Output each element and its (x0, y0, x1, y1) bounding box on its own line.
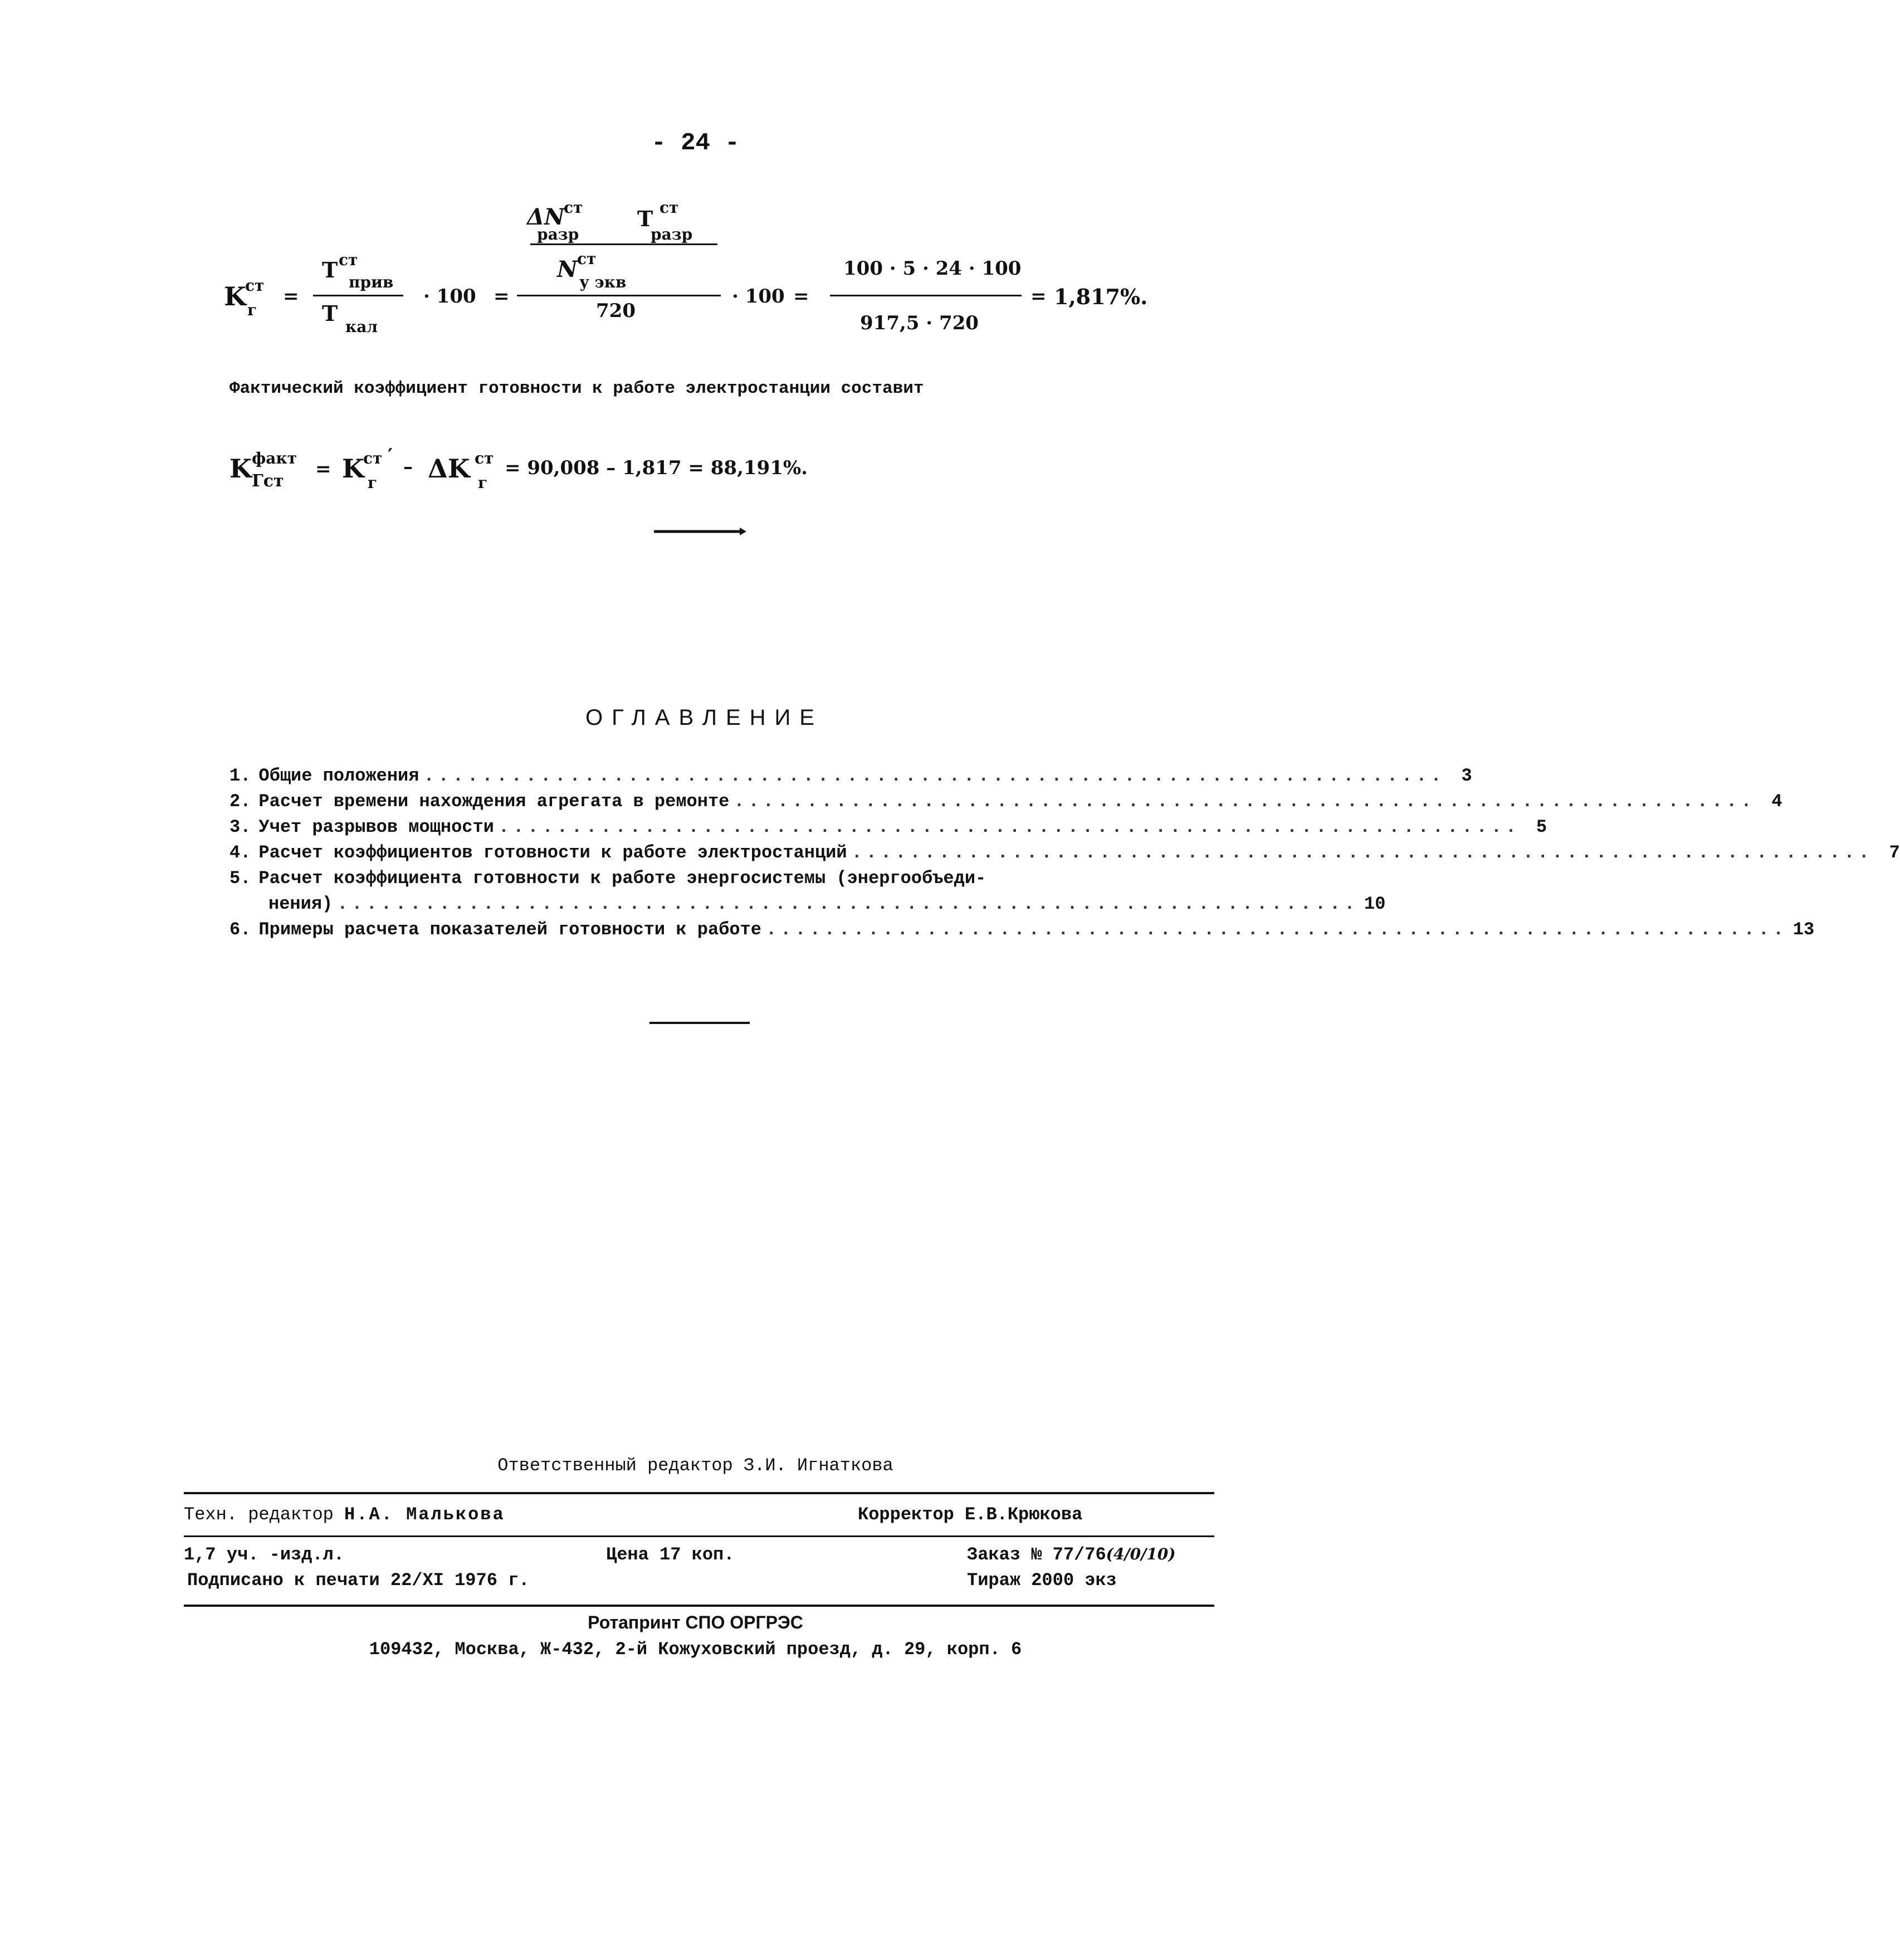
toc-leader-dots: ...................................................................... (765, 919, 1788, 940)
toc-leader-dots: ...................................................................... (851, 842, 1873, 863)
toc-item-number: 3. (229, 817, 251, 837)
printer-address: 109432, Москва, Ж-432, 2-й Кожуховский проезд, д. 29, корп. 6 (369, 1639, 1022, 1660)
f2-minus: – (403, 456, 413, 478)
publishing-volume: 1,7 уч. -изд.л. (184, 1544, 345, 1565)
toc-item-number: 6. (229, 919, 251, 940)
f2-term2-sub: г (478, 474, 488, 492)
f2-term1-sub: г (368, 474, 378, 492)
toc-item-label: Расчет коэффициента готовности к работе энергосистемы (энергообъеди- (258, 868, 986, 889)
inner-num-1-sub: разр (537, 225, 579, 243)
formula-mult-1: · 100 (423, 285, 476, 308)
sentence-actual-coefficient: Фактический коэффициент готовности к работе электростанции составит (229, 379, 924, 398)
toc-item (229, 842, 1900, 867)
formula-lhs-sub: г (247, 301, 257, 319)
toc-item (229, 791, 1782, 816)
f2-rest: = 90,008 – 1,817 = 88,191%. (505, 457, 808, 479)
toc-item-label: Общие положения (258, 766, 419, 786)
toc-item-label: Расчет коэффициентов готовности к работе электростанций (258, 842, 847, 863)
formula-lhs-symbol: K (224, 281, 246, 311)
f2-lhs-symbol: K (229, 454, 252, 484)
price: Цена 17 коп. (606, 1544, 735, 1565)
f2-term1-symbol: K (342, 454, 364, 484)
toc-item-number: 2. (229, 791, 251, 812)
tech-editor-name: Н.А. Малькова (344, 1504, 505, 1525)
f2-lhs-sub: Гст (252, 471, 284, 491)
toc-item (229, 919, 1815, 944)
formula-lhs-sup: ст (245, 276, 265, 295)
inner-den-symbol: N (557, 256, 578, 282)
toc-leader-dots: ...................................................................... (423, 766, 1445, 786)
order-number-text: Заказ № 77/76 (967, 1544, 1106, 1565)
frac3-bar (830, 295, 1022, 296)
frac1-num-symbol: Т (322, 257, 338, 282)
tech-editor-label: Техн. редактор (184, 1504, 334, 1525)
toc-item-page: 13 (1792, 919, 1815, 940)
responsible-editor: Ответственный редактор З.И. Игнаткова (497, 1455, 893, 1476)
circulation: Тираж 2000 экз (967, 1570, 1117, 1591)
frac1-den-sub: кал (345, 318, 378, 336)
f2-equals-1: = (315, 458, 331, 480)
toc-item-page: 3 (1461, 766, 1472, 786)
f2-lhs-sup: факт (252, 449, 297, 467)
frac3-den: 917,5 · 720 (860, 312, 979, 334)
f2-term1-sup: ст (363, 449, 383, 467)
toc-item-number: 5. (229, 868, 251, 889)
inner-fraction-bar (530, 243, 717, 245)
formula-equals-1: = (283, 285, 299, 308)
formula-result: 1,817%. (1054, 284, 1148, 309)
inner-num-1-symbol: ΔN (527, 204, 565, 230)
formula-equals-3: = (793, 285, 809, 308)
signed-to-print: Подписано к печати 22/XI 1976 г. (187, 1570, 530, 1591)
toc-item (229, 868, 1159, 893)
tech-editor (184, 1504, 505, 1525)
order-handwritten-note: (4/0/10) (1106, 1545, 1176, 1563)
toc-item-number: 4. (229, 842, 251, 863)
frac1-bar (313, 295, 403, 296)
toc-item-page: 4 (1771, 791, 1782, 812)
imprint-rule-top (184, 1492, 1214, 1494)
inner-den-sup: ст (577, 250, 597, 268)
toc-leader-dots: ...................................................................... (337, 894, 1359, 914)
f2-term1-prime: ′ (388, 445, 393, 467)
frac1-den-symbol: Т (322, 301, 338, 326)
toc-item-number: 1. (229, 766, 251, 786)
toc-item-continuation (268, 894, 1386, 918)
printer-name: Ротапринт СПО ОРГРЭС (588, 1612, 803, 1632)
outer-fraction-bar (517, 295, 721, 296)
page-number: - 24 - (651, 129, 740, 157)
frac1-num-sub: прив (349, 273, 394, 291)
inner-num-2-sub: разр (651, 225, 693, 243)
formula-equals-2: = (494, 285, 510, 308)
toc-item (229, 766, 1472, 790)
outer-den: 720 (596, 300, 636, 322)
inner-den-sub: у экв (579, 273, 627, 291)
formula-equals-4: = (1030, 285, 1047, 308)
toc-item-page: 10 (1364, 894, 1386, 914)
frac3-num: 100 · 5 · 24 · 100 (843, 257, 1022, 280)
corrector: Корректор Е.В.Крюкова (858, 1504, 1083, 1525)
inner-num-2-sup: ст (660, 198, 679, 217)
toc-item-label: Примеры расчета показателей готовности к работе (258, 919, 761, 940)
inner-num-1-sup: ст (564, 198, 583, 217)
toc-leader-dots: ...................................................................... (498, 817, 1521, 837)
toc-item-label: Учет разрывов мощности (258, 817, 494, 837)
f2-term2-sup: ст (475, 449, 494, 467)
toc-item-page: 5 (1536, 817, 1547, 837)
toc-end-rule (649, 1022, 750, 1024)
toc-item-label: Расчет времени нахождения агрегата в ремонте (258, 791, 730, 812)
toc-item-page: 7 (1889, 842, 1900, 863)
toc-leader-dots: ...................................................................... (734, 791, 1756, 812)
order-number (967, 1544, 1176, 1565)
formula-mult-2: · 100 (732, 285, 785, 308)
inner-num-2-symbol: Т (637, 206, 653, 231)
toc-item (229, 817, 1547, 841)
imprint-rule-middle (184, 1535, 1214, 1537)
f2-term2-symbol: ΔK (428, 454, 470, 484)
toc-title: ОГЛАВЛЕНИЕ (585, 705, 823, 730)
frac1-num-sup: ст (339, 251, 358, 269)
toc-item-label-cont: нения) (268, 894, 333, 914)
arrow-separator-icon (653, 525, 748, 538)
imprint-rule-bottom (184, 1605, 1214, 1607)
